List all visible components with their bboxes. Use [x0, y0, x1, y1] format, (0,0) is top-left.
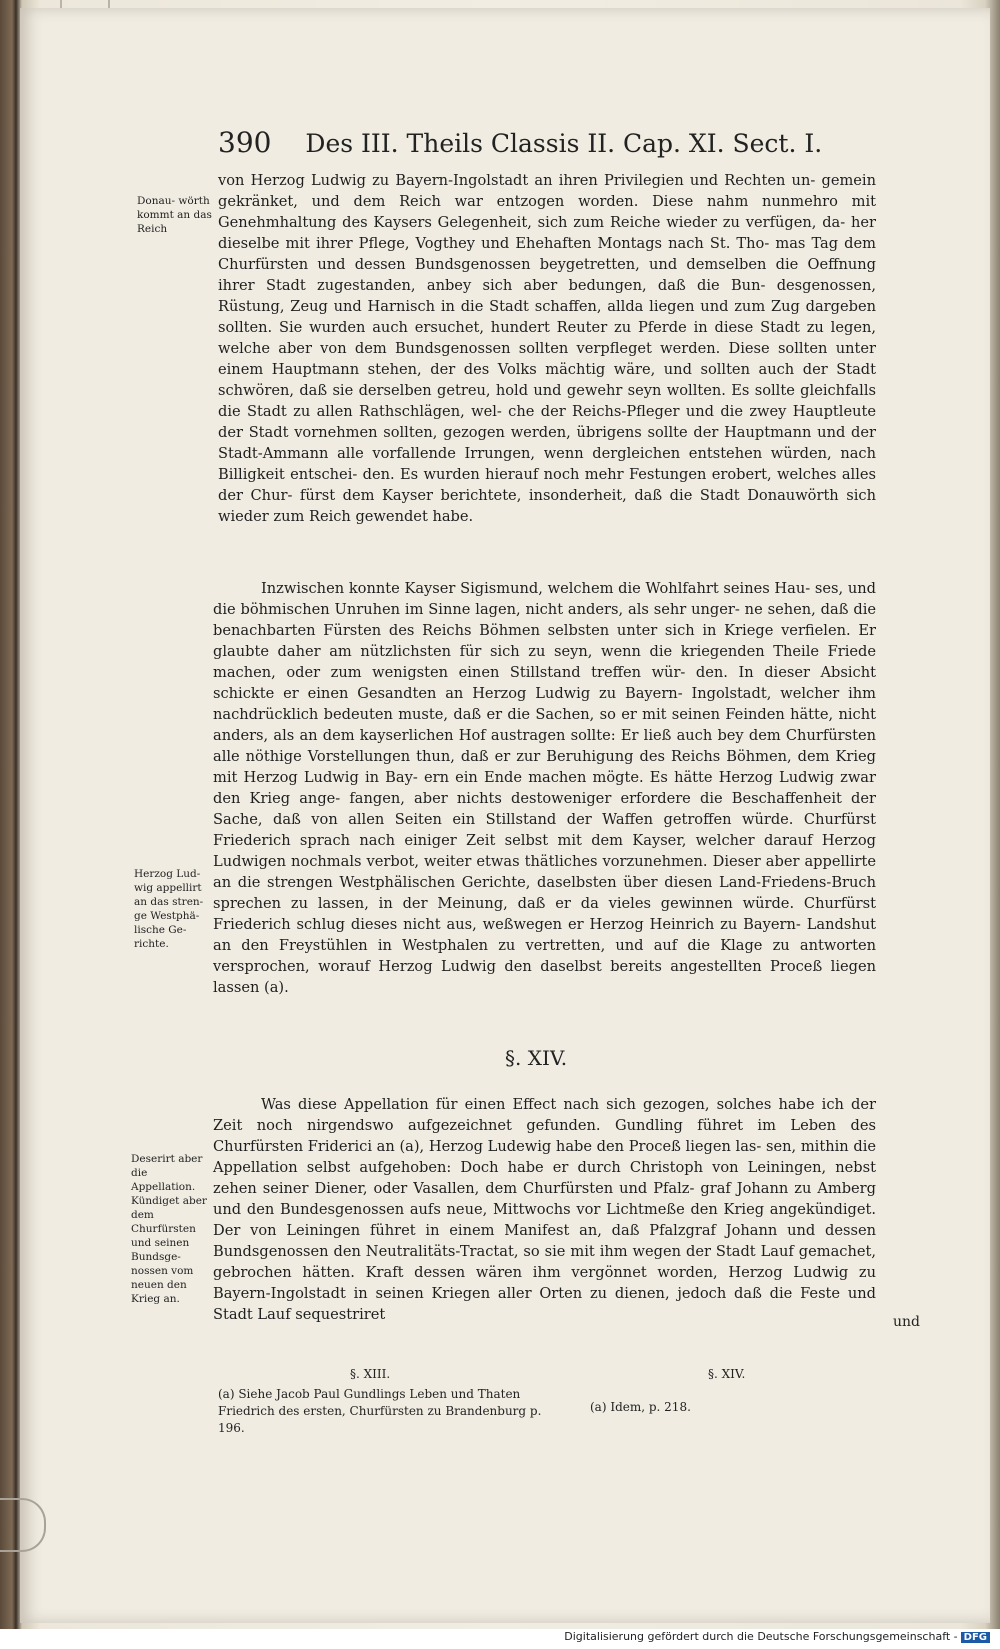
running-header [218, 126, 823, 159]
page-number: 390 [218, 126, 272, 159]
footnote-label-left: §. XIII. [350, 1367, 391, 1381]
footnote-right: (a) Idem, p. 218. [590, 1400, 691, 1414]
dfg-logo: DFG [961, 1632, 990, 1643]
digitization-credit [564, 1630, 990, 1643]
paragraph-1-text: von Herzog Ludwig zu Bayern-Ingolstadt an ihren Privilegien und Rechten un- gemein gekränket, und dem Reich war entzogen worden. Diese nahm nunmehro mit Genehmhaltung des Kaysers Gelegenheit, sich zum Reiche wieder zu verfügen, da- her dieselbe mit ihrer Pflege, Vogthey und Ehehaften Montags nach St. Tho- mas Tag dem Churfürsten und dessen Bundsgenossen beygetretten, und demselben die Oeffnung ihrer Stadt zugestanden, anbey sich aber bedungen, daß die Bun- desgenossen, Rüstung, Zeug und Harnisch in die Stadt schaffen, allda liegen und zum Zug dargeben sollten. Sie wurden auch ersuchet, hundert Reuter zu Pferde in diese Stadt zu legen, welche aber von dem Bundsgenossen sollten verpfleget werden. Diese sollten unter einem Hauptmann stehen, der des Volks mächtig wäre, und sollten auch der Stadt schwören, daß sie derselben getreu, hold und gewehr seyn wollten. Es sollte gleichfalls die Stadt zu allen Rathschlägen, wel- che der Reichs-Pfleger und die zwey Hauptleute der Stadt vornehmen sollten, gezogen werden, übrigens sollte der Hauptmann und der Stadt-Ammann alle vorfallende Irrungen, wenn dergleichen entstehen würden, nach Billigkeit entschei- den. Es wurden hierauf noch mehr Festungen erobert, welches alles der Chur- fürst dem Kayser berichtete, insonderheit, daß die Stadt Donauwörth sich wieder zum Reich gewendet habe. [218, 172, 876, 525]
catchword: und [893, 1314, 920, 1330]
credit-text: Digitalisierung gefördert durch die Deutsche Forschungsgemeinschaft - [564, 1630, 958, 1643]
footnote-label-right: §. XIV. [708, 1367, 746, 1381]
paragraph-3 [213, 1094, 876, 1325]
section-title: §. XIV. [505, 1046, 568, 1070]
clip-mark-left [0, 1498, 46, 1552]
margin-note-deserirt: Deserirt aber die Appellation. Kündiget aber dem Churfürsten und seinen Bundsge- nossen vom neuen den Krieg an. [131, 1153, 207, 1305]
paragraph-2-text: Inzwischen konnte Kayser Sigismund, welchem die Wohlfahrt seines Hau- ses, und die böhmischen Unruhen im Sinne lagen, nicht anders, als sehr unger- ne sehen, daß die benachbarten Fürsten des Reichs Böhmen selbsten unter sich in Kriege verfielen. Er glaubte daher am nützlichsten für sich zu seyn, wenn die kriegenden Theile Friede machen, oder zum wenigsten einen Stillstand treffen wür- den. In dieser Absicht schickte er einen Gesandten an Herzog Ludwig zu Bayern- Ingolstadt, welcher ihm nachdrücklich bedeuten muste, daß er die Sachen, so er mit seinen Feinden hätte, nicht anders, als an dem kayserlichen Hof austragen sollte: Er ließ auch bey dem Churfürsten alle nöthige Vorstellungen thun, daß er zur Beruhigung des Reichs Böhmen, dem Krieg mit Herzog Ludwig in Bay- ern ein Ende machen mögte. Es hätte Herzog Ludwig zwar den Krieg ange- fangen, aber nichts destoweniger erfordere die Beschaffenheit der Sache, daß von allen Seiten ein Stillstand der Waffen getroffen würde. Churfürst Friederich sprach nach einiger Zeit selbst mit dem Kayser, welcher darauf Herzog Ludwigen nochmals verbot, weiter etwas thätliches vorzunehmen. Dieser aber appellirte an die strengen Westphälischen Gerichte, daselbsten über diesen Land-Friedens-Bruch sprechen zu lassen, in der Meinung, daß er da vieles gewinnen würde. Churfürst Friederich schlug dieses nicht aus, weßwegen er Herzog Heinrich zu Bayern- Landshut an den Freystühlen in Westphalen zu vertretten, und auf die Klage zu antworten versprochen, worauf Herzog Ludwig den daselbst bereits angestellten Proceß liegen lassen (a). [213, 580, 876, 996]
margin-note-herzog-ludwig: Herzog Lud- wig appellirt an das stren- ge Westphä- lische Ge- richte. [134, 868, 204, 950]
footnote-left: (a) Siehe Jacob Paul Gundlings Leben und Thaten Friedrich des ersten, Churfürsten zu Brandenburg p. 196. [218, 1387, 542, 1435]
paragraph-1 [218, 170, 876, 527]
paragraph-2 [213, 578, 876, 998]
margin-note-donauwoerth: Donau- wörth kommt an das Reich [137, 195, 212, 235]
paragraph-3-text: Was diese Appellation für einen Effect nach sich gezogen, solches habe ich der Zeit noch nirgendswo aufgezeichnet gefunden. Gundling führet im Leben des Churfürsten Friderici an (a), Herzog Ludewig habe den Proceß liegen las- sen, mithin die Appellation selbst aufgehoben: Doch habe er durch Christoph von Leiningen, nebst zehen seiner Diener, oder Vasallen, dem Churfürsten und Pfalz- graf Johann zu Amberg und den Bundesgenossen aufs neue, Mittwochs vor Lichtmeße den Krieg angekündiget. Der von Leiningen führet in einem Manifest an, daß Pfalzgraf Johann und dessen Bundsgenossen den Neutralitäts-Tractat, so sie mit ihm wegen der Stadt Lauf gemachet, gebrochen hätten. Kraft dessen wären ihm vergönnet worden, Herzog Ludwig zu Bayern-Ingolstadt in seinen Kriegen aller Orten zu dienen, jedoch daß die Feste und Stadt Lauf sequestriret [213, 1096, 876, 1323]
running-title: Des III. Theils Classis II. Cap. XI. Sect. I. [305, 129, 823, 158]
